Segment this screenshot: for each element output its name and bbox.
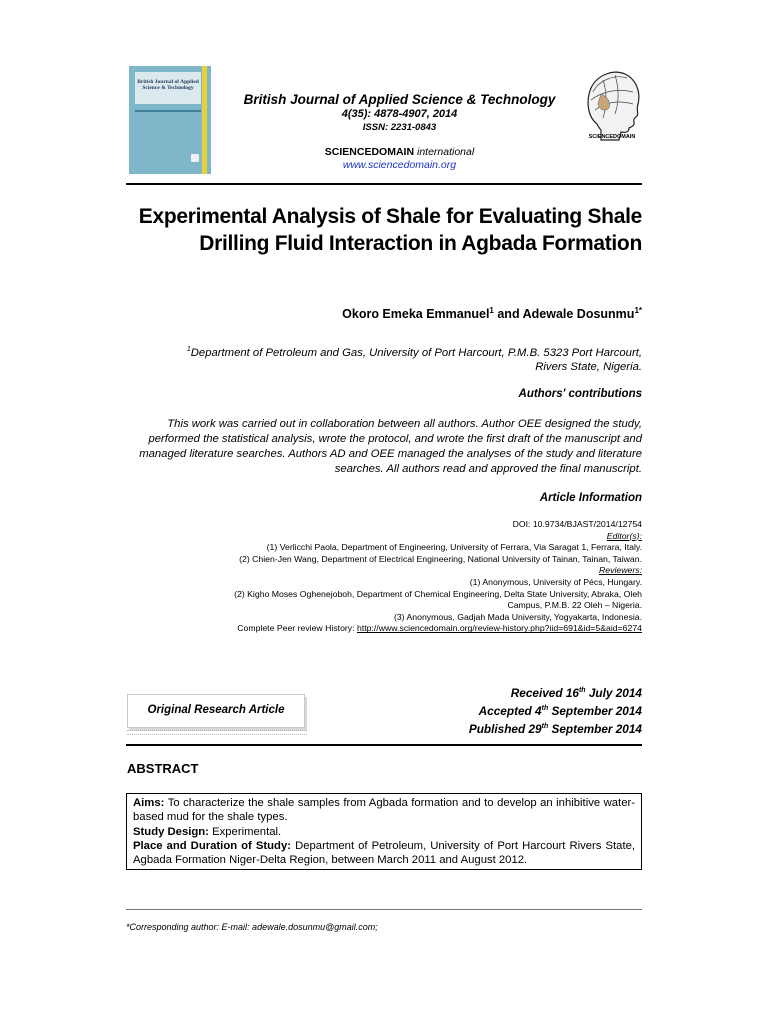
journal-issue: 4(35): 4878-4907, 2014 — [341, 108, 458, 120]
author-name: Okoro Emeka Emmanuel — [342, 307, 490, 322]
editors-label: Editor(s): — [606, 530, 642, 541]
abstract-design: Study Design: Experimental. — [133, 825, 282, 838]
article-dates — [380, 683, 642, 737]
publisher-url-link[interactable]: www.sciencedomain.org — [342, 159, 457, 171]
publisher-name: SCIENCEDOMAIN international — [324, 146, 475, 158]
reviewer-entry: Campus, P.M.B. 22 Oleh – Nigeria. — [507, 600, 642, 611]
journal-issn: ISSN: 2231-0843 — [362, 122, 437, 133]
article-info-heading: Article Information — [539, 492, 642, 504]
article-info — [126, 519, 642, 635]
corresponding-author-footnote: *Corresponding author: E-mail: adewale.dosunmu@gmail.com; — [126, 922, 378, 932]
journal-header — [222, 92, 577, 172]
author-name: Adewale Dosunmu — [522, 307, 635, 322]
article-type-badge: Original Research Article — [127, 694, 305, 728]
reviewers-label: Reviewers: — [599, 565, 642, 576]
paper-title: Experimental Analysis of Shale for Evaluating Shale Drilling Fluid Interaction in Agbada Formation — [138, 205, 642, 255]
contributions-text: This work was carried out in collaboration between all authors. Author OEE designed the study, performed the statistical analysis, wrote the protocol, and wrote the first draft of the manuscript and managed literature searches. Authors AD and OEE managed the analyses of the study and literature searches. All authors read and approved the final manuscript. — [139, 418, 642, 475]
author-list: Okoro Emeka Emmanuel$^1$ and Adewale Dosunmu$^{1*}$ — [342, 306, 642, 322]
reviewer-entry: (3) Anonymous, Gadjah Mada University, Yogyakarta, Indonesia. — [393, 611, 642, 622]
header-divider — [126, 183, 642, 185]
abstract-place: Place and Duration of Study: Department of Petroleum, University of Port Harcourt Rivers State, Agbada Formation Niger-Delta Region, between March 2011 and August 2012. — [133, 839, 636, 867]
abstract-aims: Aims: To characterize the shale samples from Agbada formation and to develop an inhibitive water-based mud for the shale types. — [133, 797, 636, 824]
accepted-date: Accepted 4th September 2014 — [478, 703, 642, 718]
reviewer-entry: (2) Kigho Moses Oghenejoboh, Department of Chemical Engineering, Delta State University, Abraka, Oleh — [234, 588, 642, 599]
abstract-box — [126, 793, 642, 870]
abstract-heading: ABSTRACT — [127, 761, 199, 776]
badge-underline — [127, 730, 307, 735]
review-history: Complete Peer review History: http://www.sciencedomain.org/review-history.php?iid=691&id=5&aid=6274 — [237, 623, 642, 634]
received-date: Received 16th July 2014 — [510, 685, 642, 700]
affiliation: $^1$Department of Petroleum and Gas, University of Port Harcourt, P.M.B. 5323 Port Harcourt, Rivers State, Nigeria. — [186, 346, 642, 373]
publisher-logo-label: SCIENCEDOMAIN — [588, 134, 636, 140]
reviewer-entry: (1) Anonymous, University of Pécs, Hungary. — [469, 576, 642, 587]
editor-entry: (1) Verlicchi Paola, Department of Engineering, University of Ferrara, Via Saragat 1, Ferrara, Italy. — [266, 542, 642, 553]
abstract-divider — [126, 744, 642, 746]
doi: DOI: 10.9734/BJAST/2014/12754 — [512, 519, 642, 529]
review-history-link[interactable]: http://www.sciencedomain.org/review-history.php?iid=691&id=5&aid=6274 — [356, 623, 642, 634]
cover-title: British Journal of Applied Science & Technology — [137, 79, 199, 91]
journal-title: British Journal of Applied Science & Technology — [243, 92, 556, 107]
editor-entry: (2) Chien-Jen Wang, Department of Electrical Engineering, National University of Tainan, Tainan, Taiwan. — [239, 553, 642, 564]
footnote-divider — [126, 909, 642, 910]
journal-cover-image — [129, 66, 211, 174]
published-date: Published 29th September 2014 — [468, 721, 642, 736]
contributions-heading: Authors' contributions — [518, 388, 642, 400]
